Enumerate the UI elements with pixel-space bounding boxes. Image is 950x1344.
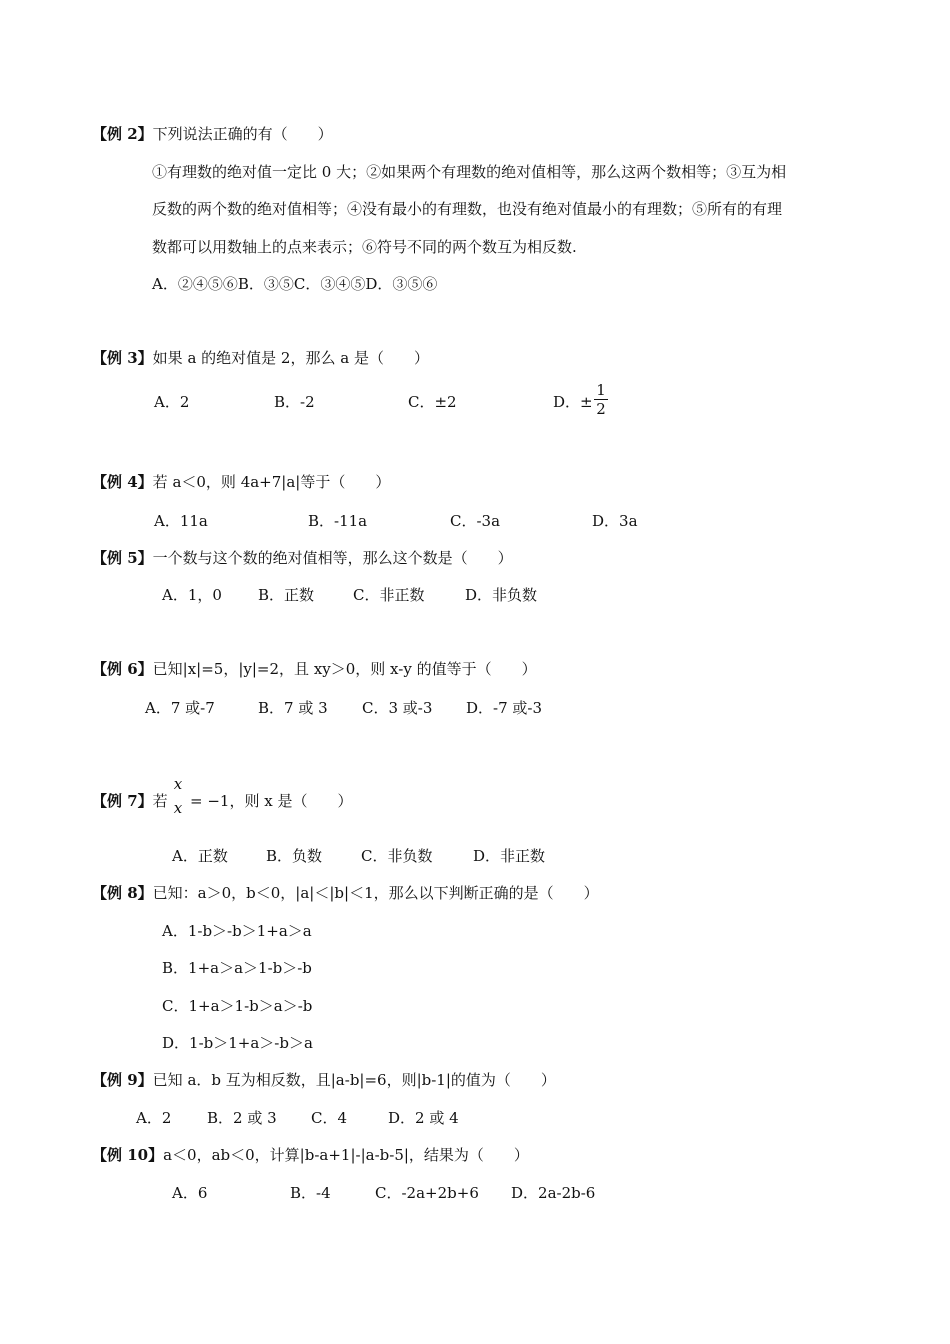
example-7-question — [92, 791, 168, 811]
example-8-question — [92, 883, 599, 903]
example-7-option-c: C．非负数 — [361, 847, 433, 865]
example-2-options: A．②④⑤⑥B．③⑤C．③④⑤D．③⑤⑥ — [152, 275, 438, 293]
example-10-question — [92, 1145, 529, 1165]
example-9-option-d: D．2 或 4 — [388, 1109, 459, 1127]
example-7-fraction — [170, 775, 186, 817]
example-9-stem: 已知 a．b 互为相反数，且|a-b|=6，则|b-1|的值为（ ） — [152, 1071, 556, 1089]
example-10-option-c: C．-2a+2b+6 — [375, 1184, 479, 1202]
example-4-option-b: B．-11a — [308, 512, 368, 530]
example-10-stem: a＜0，ab＜0，计算|b-a+1|-|a-b-5|，结果为（ ） — [163, 1146, 529, 1164]
example-5-tag: 【例 5】 — [92, 549, 153, 567]
example-3-option-c: C．±2 — [408, 393, 457, 411]
example-2-statement-line-1: ①有理数的绝对值一定比 0 大；②如果两个有理数的绝对值相等，那么这两个数相等；③互为相 — [152, 163, 787, 181]
fraction-denominator: 2 — [596, 400, 606, 418]
example-6-option-c: C．3 或-3 — [362, 699, 433, 717]
example-3-option-d-prefix: D．± — [553, 393, 593, 411]
example-5-option-c: C．非正数 — [353, 586, 425, 604]
example-2-tag: 【例 2】 — [92, 125, 153, 143]
example-7-suffix: = −1，则 x 是（ ） — [190, 792, 353, 810]
example-6-tag: 【例 6】 — [92, 660, 153, 678]
example-4-option-a: A．11a — [154, 512, 208, 530]
example-3-option-b: B．-2 — [274, 393, 315, 411]
example-3-option-a: A．2 — [154, 393, 190, 411]
example-7-tag: 【例 7】 — [92, 792, 153, 810]
example-8-option-a: A．1-b＞-b＞1+a＞a — [162, 922, 312, 940]
example-4-option-c: C．-3a — [450, 512, 501, 530]
fraction-numerator: 1 — [596, 381, 606, 399]
example-3-tag: 【例 3】 — [92, 349, 153, 367]
example-4-question — [92, 472, 390, 492]
example-2-stem: 下列说法正确的有（ ） — [152, 125, 333, 143]
example-7-prefix: 若 — [152, 792, 168, 810]
fraction-numerator: x — [173, 775, 183, 793]
example-9-option-a: A．2 — [136, 1109, 172, 1127]
example-7-option-a: A．正数 — [172, 847, 228, 865]
example-9-question — [92, 1070, 556, 1090]
example-9-tag: 【例 9】 — [92, 1071, 153, 1089]
example-8-option-d: D．1-b＞1+a＞-b＞a — [162, 1034, 313, 1052]
example-6-question — [92, 659, 537, 679]
example-10-tag: 【例 10】 — [92, 1146, 164, 1164]
example-6-option-d: D．-7 或-3 — [466, 699, 543, 717]
example-8-option-b: B．1+a＞a＞1-b＞-b — [162, 959, 312, 977]
example-7-option-d: D．非正数 — [473, 847, 546, 865]
example-10-option-d: D．2a-2b-6 — [511, 1184, 596, 1202]
example-5-question — [92, 548, 513, 568]
example-4-stem: 若 a＜0，则 4a+7|a|等于（ ） — [152, 473, 391, 491]
example-3-option-d — [553, 392, 593, 412]
example-4-option-d: D．3a — [592, 512, 638, 530]
example-4-tag: 【例 4】 — [92, 473, 153, 491]
example-9-option-c: C．4 — [311, 1109, 348, 1127]
example-5-option-a: A．1，0 — [162, 586, 222, 604]
example-8-stem: 已知：a＞0，b＜0，|a|＜|b|＜1，那么以下判断正确的是（ ） — [152, 884, 599, 902]
example-2-statement-line-3: 数都可以用数轴上的点来表示；⑥符号不同的两个数互为相反数. — [152, 238, 577, 256]
example-3-question — [92, 348, 429, 368]
example-8-tag: 【例 8】 — [92, 884, 153, 902]
example-2-statement-line-2: 反数的两个数的绝对值相等；④没有最小的有理数，也没有绝对值最小的有理数；⑤所有的有理 — [152, 200, 783, 218]
example-10-option-a: A．6 — [172, 1184, 208, 1202]
example-6-option-b: B．7 或 3 — [258, 699, 328, 717]
example-7-option-b: B．负数 — [266, 847, 323, 865]
fraction-denominator: x — [173, 799, 183, 817]
example-5-stem: 一个数与这个数的绝对值相等，那么这个数是（ ） — [152, 549, 513, 567]
example-10-option-b: B．-4 — [290, 1184, 331, 1202]
example-3-option-d-fraction — [594, 381, 608, 418]
example-3-stem: 如果 a 的绝对值是 2，那么 a 是（ ） — [152, 349, 429, 367]
example-8-option-c: C．1+a＞1-b＞a＞-b — [162, 997, 313, 1015]
example-6-stem: 已知|x|=5，|y|=2，且 xy＞0，则 x-y 的值等于（ ） — [152, 660, 537, 678]
example-9-option-b: B．2 或 3 — [207, 1109, 277, 1127]
example-2-question — [92, 124, 333, 144]
example-5-option-d: D．非负数 — [465, 586, 538, 604]
example-6-option-a: A．7 或-7 — [145, 699, 215, 717]
example-5-option-b: B．正数 — [258, 586, 315, 604]
